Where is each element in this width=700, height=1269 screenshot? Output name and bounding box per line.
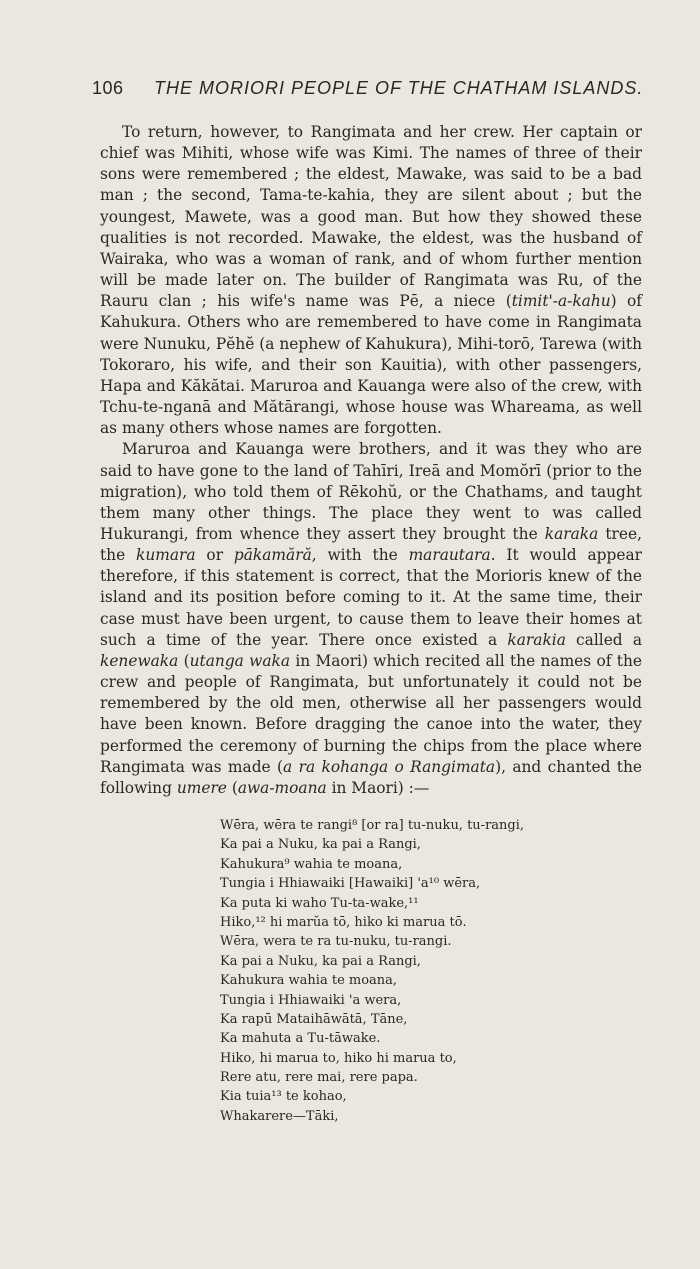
text-run: To return, however, to Rangimata and her crew. Her captain or chief was Mihiti, whose wife was Kimi. The names of three of their sons were remembered ; the eldest, Mawake, was said to be a bad man ; the second, Tama-te-kahia, they are silent about ; but the youngest, Mawete, was a good man. But how they showed these qualities is not recorded. Mawake, the eldest, was the husband of Wairaka, who was a woman of rank, and of whom further mention will be made later on. The builder of Rangimata was Ru, of the Rauru clan ; his wife's name was Pē, a niece ( bbox=[100, 123, 642, 311]
page-header bbox=[92, 78, 644, 106]
verse-line: Wēra, wēra te rangi⁸ [or ra] tu-nuku, tu-rangi, bbox=[220, 818, 525, 833]
text-run: Maruroa and Kauanga were brothers, and it was they who are said to have gone to the land of Tahīri, Ireā and Momŏrī (prior to the migration), who told them of Rēkohŭ, or the Chathams, and taught them many other things. The place they went to was called Hukurangi, from whence they assert they brought the bbox=[100, 440, 642, 543]
italic-term: utanga waka bbox=[189, 651, 291, 670]
text-run: ( bbox=[178, 651, 190, 670]
text-run: called a bbox=[565, 630, 643, 649]
italic-term: umere bbox=[176, 778, 227, 797]
paragraph bbox=[100, 439, 642, 799]
italic-term: awa-moana bbox=[237, 778, 327, 797]
running-title: THE MORIORI PEOPLE OF THE CHATHAM ISLANDS. bbox=[154, 78, 644, 98]
paragraph bbox=[100, 122, 642, 439]
verse-line: Whakarere—Tāki, bbox=[220, 1108, 339, 1124]
verse-line: Tungia i Hhiawaiki 'a wera, bbox=[220, 992, 402, 1008]
verse-line: Ka pai a Nuku, ka pai a Rangi, bbox=[220, 837, 421, 853]
text-run: tree, the bbox=[100, 524, 642, 565]
verse-line: Ka puta ki waho Tu-ta-wake,¹¹ bbox=[220, 895, 419, 911]
verse-line: Hiko, hi marua to, hiko hi marua to, bbox=[220, 1050, 457, 1066]
verse-line: Ka rapū Mataihāwātā, Tāne, bbox=[220, 1011, 408, 1027]
text-run: ) of Kahukura. Others who are remembered to have come in Rangimata were Nunuku, Pĕhĕ (a nephew of Kahukura), Mihi-torō, Tarewa (with Tokoraro, his wife, and their son Kauitia), with other passengers, Hapa and Kăkătai. Maruroa and Kauanga were also of the crew, with Tchu-te-nganā and Mătārangi, whose house was Whareama, as well as many others whose names are forgotten. bbox=[100, 292, 642, 438]
italic-term: pākamără bbox=[233, 546, 312, 565]
text-run: ), and chanted the following bbox=[100, 757, 643, 797]
text-run: or bbox=[195, 546, 234, 565]
body-text bbox=[100, 122, 642, 799]
verse-line: Kahukura⁹ wahia te moana, bbox=[220, 856, 403, 872]
text-run: ( bbox=[226, 778, 238, 797]
italic-term: marautara bbox=[408, 546, 491, 565]
text-run: in Maori) :— bbox=[326, 778, 430, 797]
italic-term: kenewaka bbox=[100, 651, 179, 670]
verse-line: Rere atu, rere mai, rere papa. bbox=[220, 1070, 418, 1086]
page-number: 106 bbox=[92, 78, 124, 98]
verse-line: Wēra, wera te ra tu-nuku, tu-rangi. bbox=[220, 934, 452, 950]
verse-line: Tungia i Hhiawaiki [Hawaiki] 'a¹⁰ wēra, bbox=[220, 876, 481, 892]
verse-line: Ka mahuta a Tu-tāwake. bbox=[220, 1031, 381, 1047]
italic-term: timit'-a-kahu bbox=[511, 292, 611, 311]
italic-term: karaka bbox=[544, 524, 599, 543]
text-run: in Maori) which recited all the names of the crew and people of Rangimata, but unfortunately it could not be remembered by the old men, otherwise all her passengers would have been known. Before dragging the canoe into the water, they performed the ceremony of burning the chips from the place where Rangimata was made ( bbox=[100, 651, 642, 776]
verse-line: Ka pai a Nuku, ka pai a Rangi, bbox=[220, 953, 421, 969]
italic-term: karakia bbox=[507, 630, 566, 649]
text-run: . It would appear therefore, if this statement is correct, that the Morioris knew of the island and its position before coming to it. At the same time, their case must have been urgent, to cause them to leave their homes at such a time of the year. There once existed a bbox=[100, 546, 642, 649]
verse-line: Hiko,¹² hi marŭa tō, hiko ki marua tō. bbox=[220, 914, 467, 930]
verse-line: Kia tuia¹³ te kohao, bbox=[220, 1089, 347, 1105]
text-run: , with the bbox=[311, 546, 409, 565]
verse-line: Kahukura wahia te moana, bbox=[220, 973, 398, 989]
italic-term: a ra kohanga o Rangimata bbox=[283, 757, 496, 776]
chant-verse bbox=[220, 816, 600, 1126]
italic-term: kumara bbox=[136, 546, 196, 565]
